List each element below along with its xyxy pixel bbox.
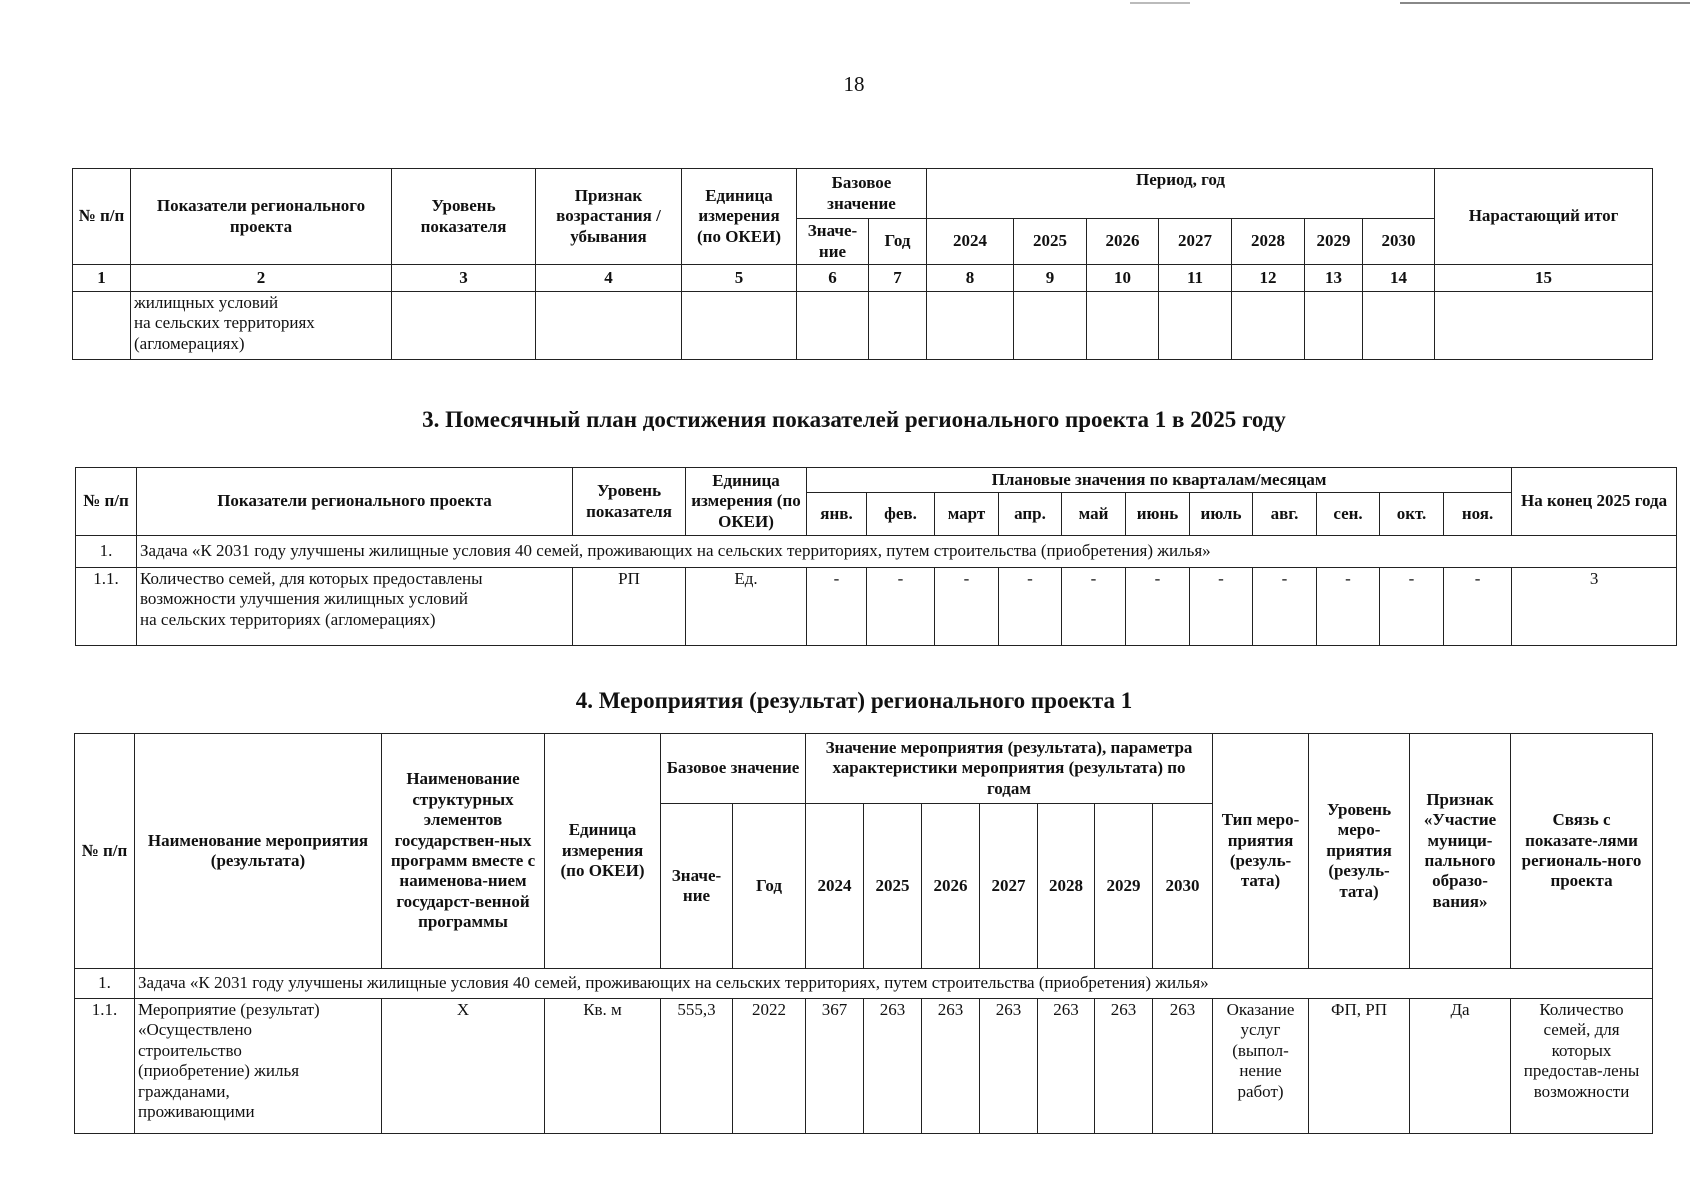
month-header: июль [1190,493,1253,536]
column-number: 11 [1159,265,1232,292]
col-period-header: Период, год [927,169,1435,219]
empty-cell [536,292,682,360]
month-header: сен. [1317,493,1380,536]
year-header: 2027 [980,804,1038,969]
year-header: 2029 [1305,219,1363,265]
col-end-header: На конец 2025 года [1512,468,1677,536]
end-value: 3 [1512,568,1677,646]
month-value: - [1253,568,1317,646]
empty-cell [1363,292,1435,360]
month-value: - [807,568,867,646]
section-3-title: 3. Помесячный план достижения показателей регионального проекта 1 в 2025 году [422,407,1286,432]
monthly-plan-table [75,467,1677,646]
task-text: Задача «К 2031 году улучшены жилищные условия 40 семей, проживающих на сельских территориях, путем строительства (приобретения) жилья» [135,969,1653,999]
year-header: 2026 [1087,219,1159,265]
month-header: апр. [999,493,1062,536]
empty-cell [869,292,927,360]
empty-cell [1159,292,1232,360]
year-header: 2027 [1159,219,1232,265]
empty-cell [1435,292,1653,360]
municipal-cell: Да [1410,999,1511,1134]
level-cell: РП [573,568,686,646]
year-header: 2028 [1232,219,1305,265]
year-header: 2024 [927,219,1014,265]
col-indicators-header: Показатели регионального проекта [137,468,573,536]
indicator-name-cell: Количество семей, для которых предоставлены возможности улучшения жилищных условий на сельских территориях (агломерациях) [137,568,573,646]
month-header: июнь [1126,493,1190,536]
month-value: - [1126,568,1190,646]
scan-artifact-line [1400,2,1690,4]
year-header: 2024 [806,804,864,969]
base-value-cell: 555,3 [661,999,733,1134]
year-header: 2030 [1363,219,1435,265]
month-value: - [999,568,1062,646]
column-number: 14 [1363,265,1435,292]
year-value: 263 [864,999,922,1134]
unit-cell: Ед. [686,568,807,646]
month-value: - [1062,568,1126,646]
month-header: окт. [1380,493,1444,536]
col-name-header: Наименование мероприятия (результата) [135,734,382,969]
column-number: 6 [797,265,869,292]
col-values-header: Значение мероприятия (результата), параметра характеристики мероприятия (результата) по годам [806,734,1213,804]
col-base-header: Базовое значение [661,734,806,804]
scan-artifact-line-short [1130,2,1190,4]
col-unit-header: Единица измерения (по ОКЕИ) [686,468,807,536]
empty-cell [682,292,797,360]
year-value: 263 [980,999,1038,1134]
task-number: 1. [76,536,137,568]
struct-cell: Х [382,999,545,1134]
col-level-header: Уровень показателя [392,169,536,265]
col-cumulative-header: Нарастающий итог [1435,169,1653,265]
col-municipal-header: Признак «Участие муници-пального образо-вания» [1410,734,1511,969]
month-value: - [1444,568,1512,646]
column-number: 5 [682,265,797,292]
col-unit-header: Единица измерения (по ОКЕИ) [682,169,797,265]
year-value: 263 [1153,999,1213,1134]
link-cell: Количество семей, для которых предостав-лены возможности [1511,999,1653,1134]
col-indicators-header: Показатели регионального проекта [131,169,392,265]
month-header: ноя. [1444,493,1512,536]
column-number: 9 [1014,265,1087,292]
column-number: 3 [392,265,536,292]
year-header: 2025 [1014,219,1087,265]
activity-name-cell: Мероприятие (результат) «Осуществлено строительство (приобретение) жилья гражданами, проживающими [135,999,382,1134]
column-number: 4 [536,265,682,292]
year-header: 2030 [1153,804,1213,969]
col-base-value-header: Значе-ние [797,219,869,265]
unit-cell: Кв. м [545,999,661,1134]
month-value: - [1380,568,1444,646]
empty-cell [392,292,536,360]
task-number: 1. [75,969,135,999]
col-link-header: Связь с показате-лями региональ-ного проекта [1511,734,1653,969]
month-value: - [1190,568,1253,646]
col-struct-header: Наименование структурных элементов государствен-ных программ вместе с наименова-нием государст-венной программы [382,734,545,969]
col-base-header: Базовое значение [797,169,927,219]
month-header: янв. [807,493,867,536]
month-header: авг. [1253,493,1317,536]
year-value: 263 [1095,999,1153,1134]
col-level-header: Уровень показателя [573,468,686,536]
month-value: - [1317,568,1380,646]
month-header: март [935,493,999,536]
month-value: - [935,568,999,646]
month-header: май [1062,493,1126,536]
type-cell: Оказание услуг (выпол-нение работ) [1213,999,1309,1134]
month-value: - [867,568,935,646]
col-base-value-header: Значе-ние [661,804,733,969]
year-header: 2026 [922,804,980,969]
row-number: 1.1. [75,999,135,1134]
empty-cell [927,292,1014,360]
col-type-header: Тип меро-приятия (резуль-тата) [1213,734,1309,969]
year-value: 263 [922,999,980,1134]
column-number: 15 [1435,265,1653,292]
column-number: 10 [1087,265,1159,292]
year-value: 263 [1038,999,1095,1134]
year-header: 2029 [1095,804,1153,969]
month-header: фев. [867,493,935,536]
year-value: 367 [806,999,864,1134]
task-text: Задача «К 2031 году улучшены жилищные условия 40 семей, проживающих на сельских территориях, путем строительства (приобретения) жилья» [137,536,1677,568]
col-plan-header: Плановые значения по кварталам/месяцам [807,468,1512,493]
col-base-year-header: Год [869,219,927,265]
empty-cell [73,292,131,360]
activities-table [74,733,1653,1134]
column-number: 1 [73,265,131,292]
col-base-year-header: Год [733,804,806,969]
column-number: 12 [1232,265,1305,292]
empty-cell [1232,292,1305,360]
col-level-header: Уровень меро-приятия (резуль-тата) [1309,734,1410,969]
col-num-header: № п/п [75,734,135,969]
column-number: 8 [927,265,1014,292]
col-sign-header: Признак возрастания / убывания [536,169,682,265]
empty-cell [1305,292,1363,360]
col-num-header: № п/п [76,468,137,536]
year-header: 2025 [864,804,922,969]
column-number: 13 [1305,265,1363,292]
empty-cell [1087,292,1159,360]
column-number: 2 [131,265,392,292]
empty-cell [1014,292,1087,360]
indicators-table [72,168,1653,360]
indicator-name-cell: жилищных условий на сельских территориях (агломерациях) [131,292,392,360]
col-num-header: № п/п [73,169,131,265]
year-header: 2028 [1038,804,1095,969]
col-unit-header: Единица измерения (по ОКЕИ) [545,734,661,969]
page-number: 18 [843,72,865,96]
row-number: 1.1. [76,568,137,646]
base-year-cell: 2022 [733,999,806,1134]
section-4-title: 4. Мероприятия (результат) регионального проекта 1 [575,688,1133,713]
level-cell: ФП, РП [1309,999,1410,1134]
empty-cell [797,292,869,360]
column-number: 7 [869,265,927,292]
